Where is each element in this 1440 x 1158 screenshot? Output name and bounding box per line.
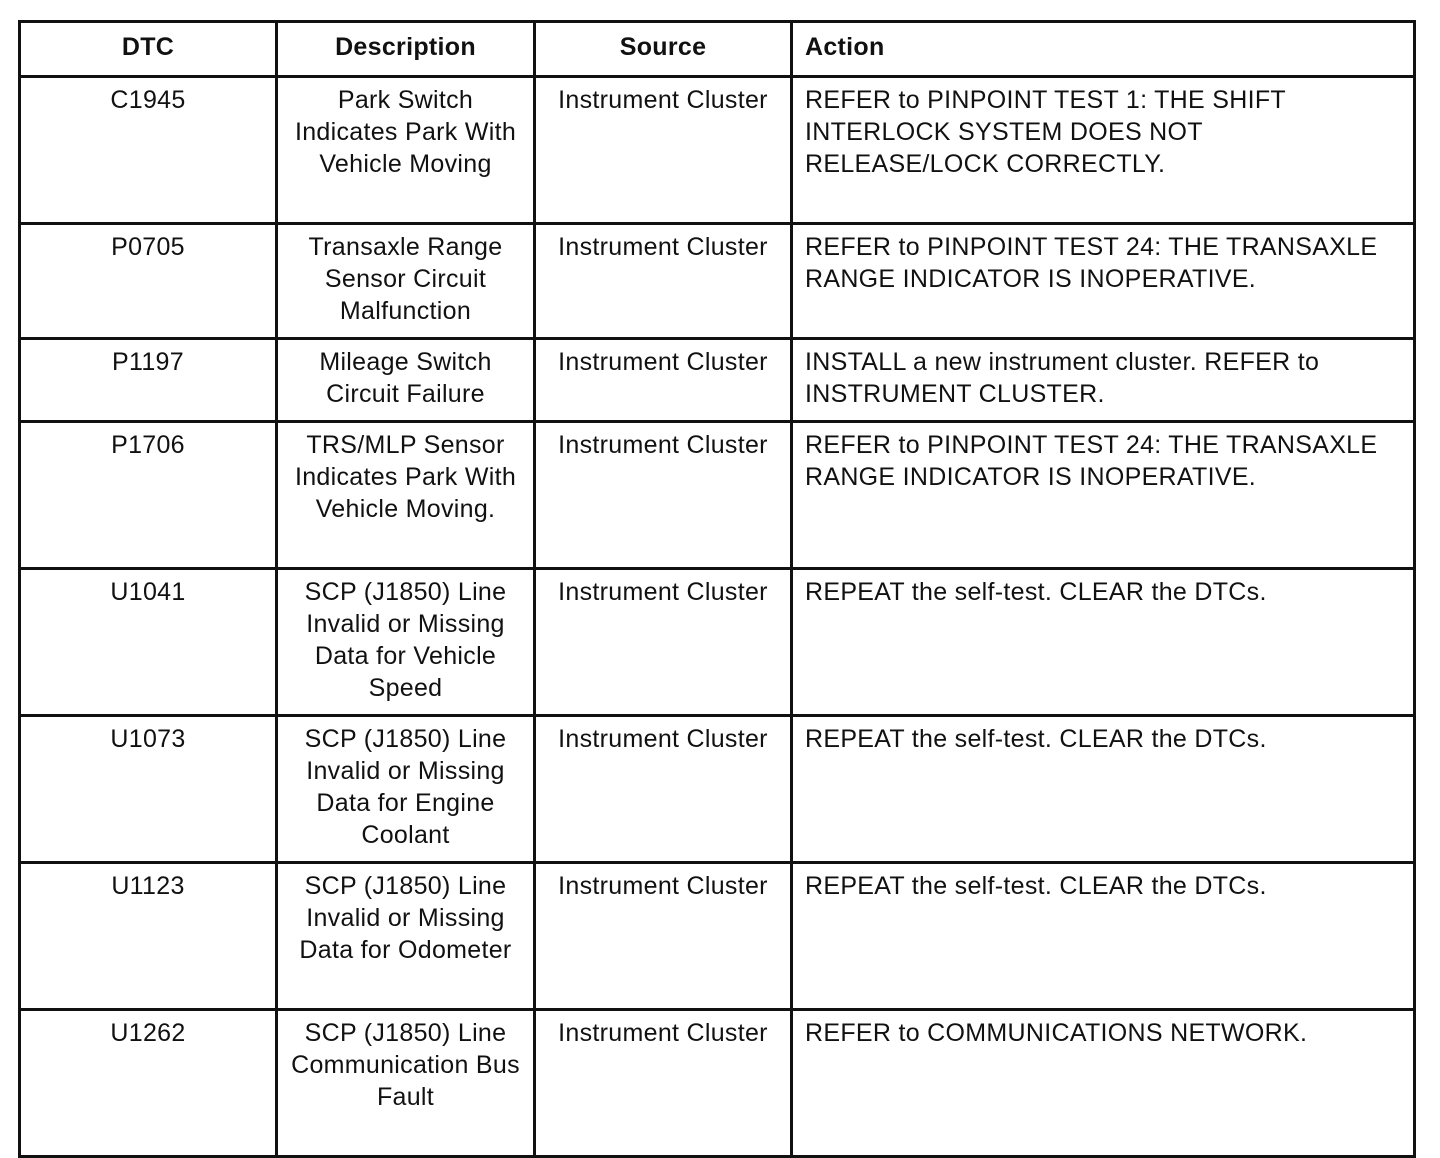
table-row bbox=[20, 716, 1415, 863]
cell-action: REPEAT the self-test. CLEAR the DTCs. bbox=[792, 863, 1415, 1010]
cell-dtc: P0705 bbox=[20, 224, 277, 339]
cell-dtc: U1262 bbox=[20, 1010, 277, 1157]
cell-source: Instrument Cluster bbox=[535, 716, 792, 863]
cell-source: Instrument Cluster bbox=[535, 77, 792, 224]
header-action: Action bbox=[792, 22, 1415, 77]
table-row bbox=[20, 224, 1415, 339]
cell-source: Instrument Cluster bbox=[535, 224, 792, 339]
cell-action: REPEAT the self-test. CLEAR the DTCs. bbox=[792, 569, 1415, 716]
cell-description: Mileage Switch Circuit Failure bbox=[277, 339, 535, 422]
cell-description: SCP (J1850) Line Invalid or Missing Data for Vehicle Speed bbox=[277, 569, 535, 716]
cell-dtc: U1123 bbox=[20, 863, 277, 1010]
cell-dtc: P1706 bbox=[20, 422, 277, 569]
cell-description: Park Switch Indicates Park With Vehicle Moving bbox=[277, 77, 535, 224]
cell-dtc: U1073 bbox=[20, 716, 277, 863]
cell-source: Instrument Cluster bbox=[535, 863, 792, 1010]
cell-source: Instrument Cluster bbox=[535, 422, 792, 569]
cell-description: SCP (J1850) Line Invalid or Missing Data for Odometer bbox=[277, 863, 535, 1010]
cell-description: TRS/MLP Sensor Indicates Park With Vehicle Moving. bbox=[277, 422, 535, 569]
cell-action: REFER to PINPOINT TEST 24: THE TRANSAXLE RANGE INDICATOR IS INOPERATIVE. bbox=[792, 422, 1415, 569]
cell-action: REPEAT the self-test. CLEAR the DTCs. bbox=[792, 716, 1415, 863]
table-row bbox=[20, 422, 1415, 569]
cell-dtc: U1041 bbox=[20, 569, 277, 716]
cell-source: Instrument Cluster bbox=[535, 1010, 792, 1157]
header-source: Source bbox=[535, 22, 792, 77]
header-dtc: DTC bbox=[20, 22, 277, 77]
table-row bbox=[20, 77, 1415, 224]
dtc-table bbox=[18, 20, 1416, 1158]
cell-action: REFER to PINPOINT TEST 1: THE SHIFT INTERLOCK SYSTEM DOES NOT RELEASE/LOCK CORRECTLY. bbox=[792, 77, 1415, 224]
cell-description: Transaxle Range Sensor Circuit Malfunction bbox=[277, 224, 535, 339]
cell-action: REFER to COMMUNICATIONS NETWORK. bbox=[792, 1010, 1415, 1157]
table-row bbox=[20, 863, 1415, 1010]
table-row bbox=[20, 569, 1415, 716]
table-row bbox=[20, 1010, 1415, 1157]
header-description: Description bbox=[277, 22, 535, 77]
dtc-table-container bbox=[18, 20, 1416, 1158]
cell-description: SCP (J1850) Line Invalid or Missing Data for Engine Coolant bbox=[277, 716, 535, 863]
cell-action: INSTALL a new instrument cluster. REFER to INSTRUMENT CLUSTER. bbox=[792, 339, 1415, 422]
cell-dtc: C1945 bbox=[20, 77, 277, 224]
cell-action: REFER to PINPOINT TEST 24: THE TRANSAXLE RANGE INDICATOR IS INOPERATIVE. bbox=[792, 224, 1415, 339]
cell-dtc: P1197 bbox=[20, 339, 277, 422]
cell-source: Instrument Cluster bbox=[535, 569, 792, 716]
table-row bbox=[20, 339, 1415, 422]
cell-description: SCP (J1850) Line Communication Bus Fault bbox=[277, 1010, 535, 1157]
table-header-row bbox=[20, 22, 1415, 77]
cell-source: Instrument Cluster bbox=[535, 339, 792, 422]
